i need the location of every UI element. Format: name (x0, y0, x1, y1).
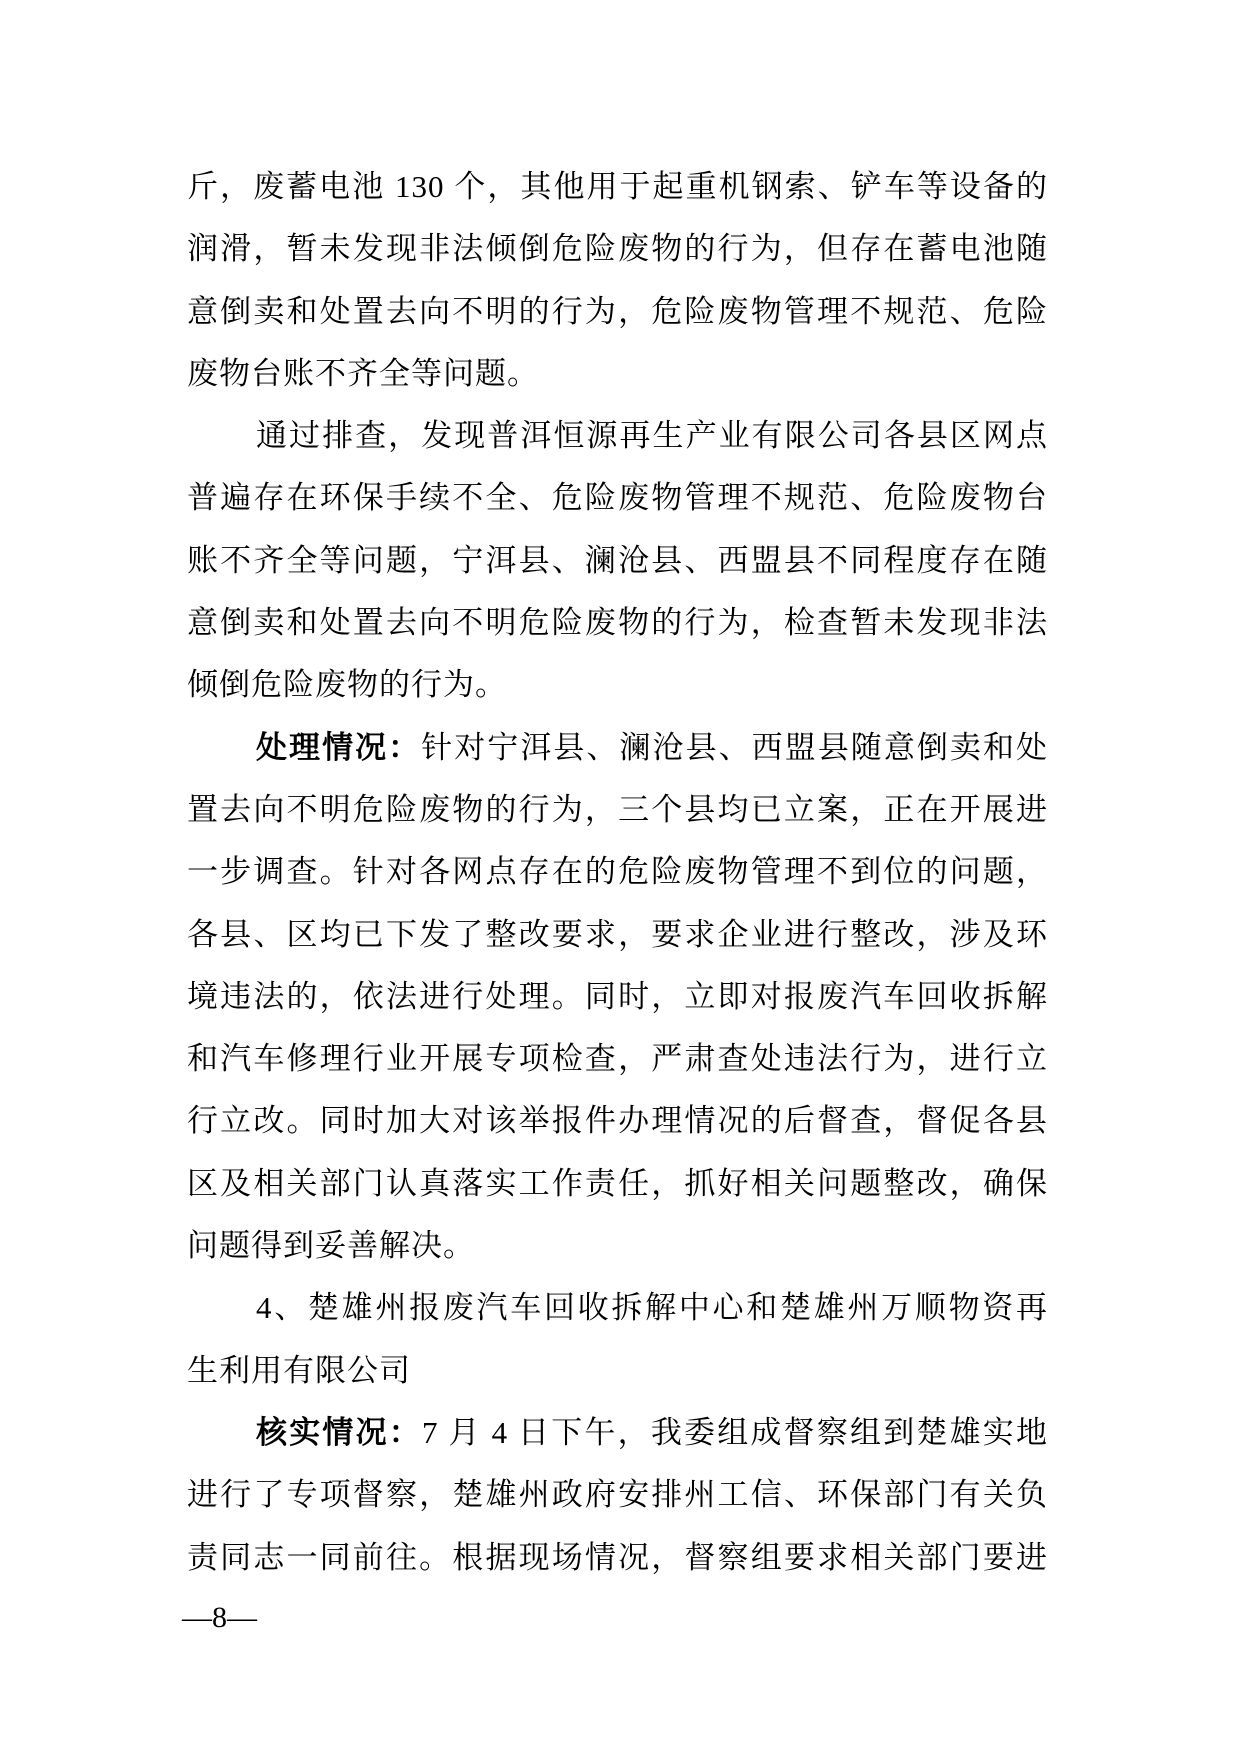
text-line (187, 156, 1048, 218)
text-line (187, 467, 1048, 529)
bold-run: 核实情况： (256, 1414, 422, 1450)
text-run: 区及相关部门认真落实工作责任，抓好相关问题整改，确保 (187, 1165, 1048, 1201)
text-line (187, 1090, 1048, 1152)
text-line (187, 779, 1048, 841)
text-run: 各县、区均已下发了整改要求，要求企业进行整改，涉及环 (187, 916, 1048, 952)
text-line (187, 218, 1048, 280)
text-run: 生利用有限公司 (187, 1352, 411, 1388)
text-run: 一步调查。针对各网点存在的危险废物管理不到位的问题， (187, 854, 1048, 890)
text-line (187, 1153, 1048, 1215)
text-line (187, 592, 1048, 654)
text-run: 斤，废蓄电池 130 个，其他用于起重机钢索、铲车等设备的 (187, 169, 1048, 204)
text-run: 置去向不明危险废物的行为，三个县均已立案，正在开展进 (187, 791, 1048, 827)
text-line (187, 281, 1048, 343)
text-line (187, 841, 1048, 903)
text-line (187, 1277, 1048, 1339)
text-run: 4、楚雄州报废汽车回收拆解中心和楚雄州万顺物资再 (256, 1290, 1048, 1326)
text-line (187, 343, 1048, 405)
text-line (187, 1464, 1048, 1526)
text-run: 润滑，暂未发现非法倾倒危险废物的行为，但存在蓄电池随 (187, 231, 1048, 267)
text-line (187, 717, 1048, 779)
text-run: 境违法的，依法进行处理。同时，立即对报废汽车回收拆解 (187, 978, 1048, 1014)
text-run: 和汽车修理行业开展专项检查，严肃查处违法行为，进行立 (187, 1041, 1048, 1077)
text-run: 普遍存在环保手续不全、危险废物管理不规范、危险废物台 (187, 480, 1048, 516)
text-run: 7 月 4 日下午，我委组成督察组到楚雄实地 (422, 1414, 1049, 1450)
bold-run: 处理情况： (256, 729, 422, 765)
text-run: 意倒卖和处置去向不明危险废物的行为，检查暂未发现非法 (187, 605, 1048, 641)
page-number: —8— (182, 1601, 257, 1634)
text-line (187, 654, 1048, 716)
text-run: 倾倒危险废物的行为。 (187, 667, 507, 703)
text-run: 进行了专项督察，楚雄州政府安排州工信、环保部门有关负 (187, 1477, 1048, 1513)
text-run: 责同志一同前往。根据现场情况，督察组要求相关部门要进 (187, 1539, 1048, 1575)
text-line (187, 405, 1048, 467)
text-run: 针对宁洱县、澜沧县、西盟县随意倒卖和处 (421, 729, 1048, 765)
text-line (187, 530, 1048, 592)
text-run: 废物台账不齐全等问题。 (187, 355, 539, 391)
text-run: 通过排查，发现普洱恒源再生产业有限公司各县区网点 (256, 418, 1048, 454)
text-line (187, 1340, 1048, 1402)
text-run: 行立改。同时加大对该举报件办理情况的后督查，督促各县 (187, 1103, 1048, 1139)
text-run: 意倒卖和处置去向不明的行为，危险废物管理不规范、危险 (187, 293, 1048, 329)
text-line (187, 1402, 1048, 1464)
text-run: 问题得到妥善解决。 (187, 1228, 475, 1264)
text-run: 账不齐全等问题，宁洱县、澜沧县、西盟县不同程度存在随 (187, 542, 1048, 578)
text-line (187, 1028, 1048, 1090)
text-line (187, 966, 1048, 1028)
text-line (187, 904, 1048, 966)
document-body (187, 156, 1048, 1589)
text-line (187, 1527, 1048, 1589)
text-line (187, 1215, 1048, 1277)
